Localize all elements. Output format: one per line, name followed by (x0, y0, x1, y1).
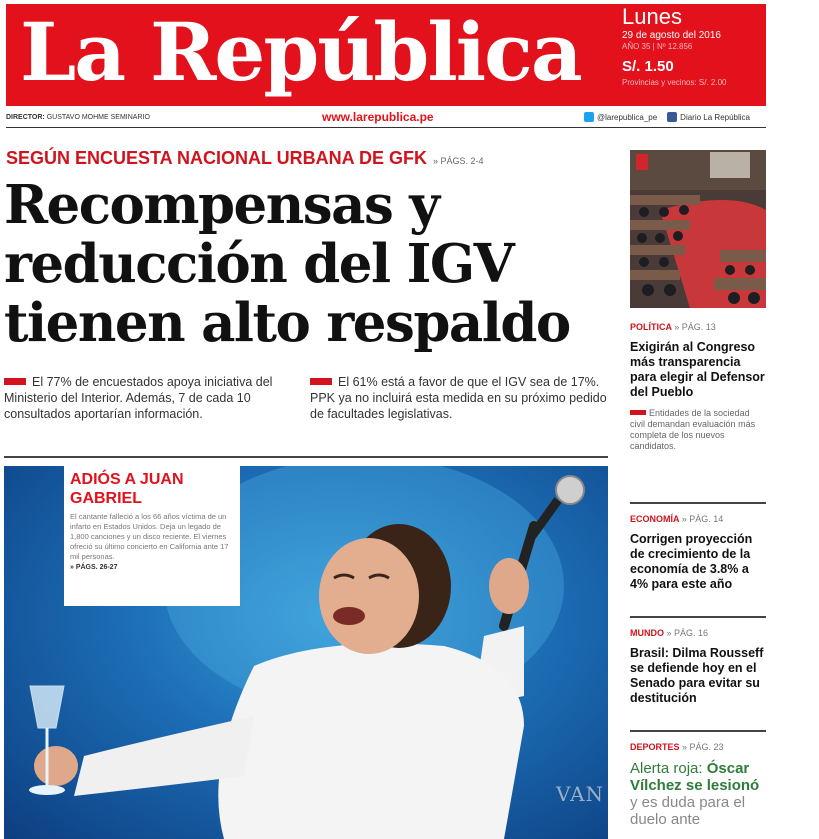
photo-story-caption-box (64, 466, 240, 606)
info-bar (6, 108, 766, 128)
section-politica[interactable] (630, 322, 766, 452)
deportes-label: DEPORTES (630, 742, 680, 752)
facebook-icon (667, 112, 677, 122)
edition-price: S/. 1.50 (622, 58, 674, 75)
microphone-handle (532, 500, 558, 536)
divider (630, 616, 766, 618)
edition-date: 29 de agosto del 2016 (622, 30, 721, 41)
economia-headline[interactable]: Corrigen proyección de crecimiento de la economía de 3.8% a 4% para este año (630, 532, 753, 591)
section-label (630, 628, 766, 638)
edition-info (622, 4, 762, 88)
lead-deck-left (4, 374, 302, 422)
back-panel (710, 152, 750, 178)
section-economia[interactable] (630, 514, 766, 592)
watermark-logo: VAN (556, 782, 605, 806)
politica-ref: » PÁG. 13 (674, 322, 716, 332)
twitter-icon (584, 112, 594, 122)
twitter-link[interactable] (584, 112, 657, 122)
masthead (6, 4, 766, 106)
wine-glass (30, 686, 64, 728)
lead-deck-left-text: El 77% de encuestados apoya iniciativa del Ministerio del Interior. Además, 7 de cada 10 consultados aportarían información. (4, 375, 273, 421)
politica-headline[interactable]: Exigirán al Congreso más transparencia para elegir al Defensor del Pueblo (630, 340, 765, 399)
politica-desc-block (630, 408, 766, 452)
newspaper-logo[interactable]: La República (20, 5, 581, 99)
photo-story-title[interactable]: ADIÓS A JUAN GABRIEL (70, 471, 184, 507)
section-mundo[interactable] (630, 628, 766, 706)
left-hand (34, 746, 78, 786)
facebook-handle: Diario La República (680, 113, 750, 122)
microphone-head (556, 476, 584, 504)
congress-photo[interactable] (630, 150, 766, 308)
deportes-headline-part-3: y es duda para el duelo ante (630, 794, 746, 828)
director-credit (6, 114, 150, 121)
deportes-headline-part-2: Óscar Vílchez se lesionó (630, 760, 760, 794)
mundo-ref: » PÁG. 16 (666, 628, 709, 638)
lead-deck-right-text: El 61% está a favor de que el IGV sea de 17%. PPK ya no incluirá esta medida en su próximo pedido de facultades legislativas. (310, 375, 607, 421)
section-deportes[interactable] (630, 742, 766, 828)
section-label (630, 514, 766, 524)
lead-headline[interactable]: Recompensas y reducción del IGV tienen alto respaldo (4, 174, 570, 354)
economia-label: ECONOMÍA (630, 514, 680, 524)
director-label: DIRECTOR: (6, 114, 45, 121)
glass-base (29, 785, 65, 795)
bullet-mark (630, 410, 646, 415)
flag (636, 154, 648, 170)
deportes-headline-part-1: Alerta roja: (630, 760, 703, 777)
bullet-mark (4, 378, 26, 385)
divider (4, 456, 608, 458)
twitter-handle: @larepublica_pe (597, 113, 658, 122)
website-link[interactable]: www.larepublica.pe (322, 110, 434, 124)
economia-ref: » PÁG. 14 (681, 514, 724, 524)
section-label (630, 322, 766, 332)
bullet-mark (310, 378, 332, 385)
congress-illustration (630, 150, 766, 308)
edition-day: Lunes (622, 4, 682, 29)
white-jacket (218, 644, 524, 839)
deportes-ref: » PÁG. 23 (682, 742, 724, 752)
politica-desc: Entidades de la sociedad civil demandan evaluación más completa de los nuevos candidatos. (630, 408, 756, 451)
photo-story-text: El cantante falleció a los 66 años víctima de un infarto en Estados Unidos. Deja un legado de 1,800 canciones y un disco reciente. El viernes ofreció su último concierto en California ante 17 mil personas. (70, 512, 229, 561)
open-mouth (333, 607, 365, 625)
director-name: GUSTAVO MOHME SEMINARIO (46, 114, 150, 121)
lead-deck-right (310, 374, 608, 422)
deportes-headline[interactable] (630, 760, 766, 828)
lead-kicker (6, 148, 484, 169)
divider (630, 502, 766, 504)
lead-kicker-ref: » PÁGS. 2-4 (433, 156, 484, 166)
lead-kicker-text: SEGÚN ENCUESTA NACIONAL URBANA DE GFK (6, 148, 428, 168)
politica-label: POLÍTICA (630, 322, 672, 332)
mundo-headline[interactable]: Brasil: Dilma Rousseff se defiende hoy en el Senado para evitar su destitución (630, 646, 764, 705)
facebook-link[interactable] (667, 112, 750, 122)
divider (630, 730, 766, 732)
social-links (584, 112, 750, 122)
section-label (630, 742, 766, 752)
edition-price-note: Provincias y vecinos: S/. 2.00 (622, 78, 727, 87)
mundo-label: MUNDO (630, 628, 664, 638)
face (319, 538, 419, 654)
photo-story-juan-gabriel[interactable] (4, 466, 608, 839)
raised-hand (489, 558, 529, 614)
edition-issue: AÑO 35 | Nº 12.856 (622, 42, 693, 51)
photo-story-ref: » PÁGS. 26-27 (70, 564, 118, 571)
